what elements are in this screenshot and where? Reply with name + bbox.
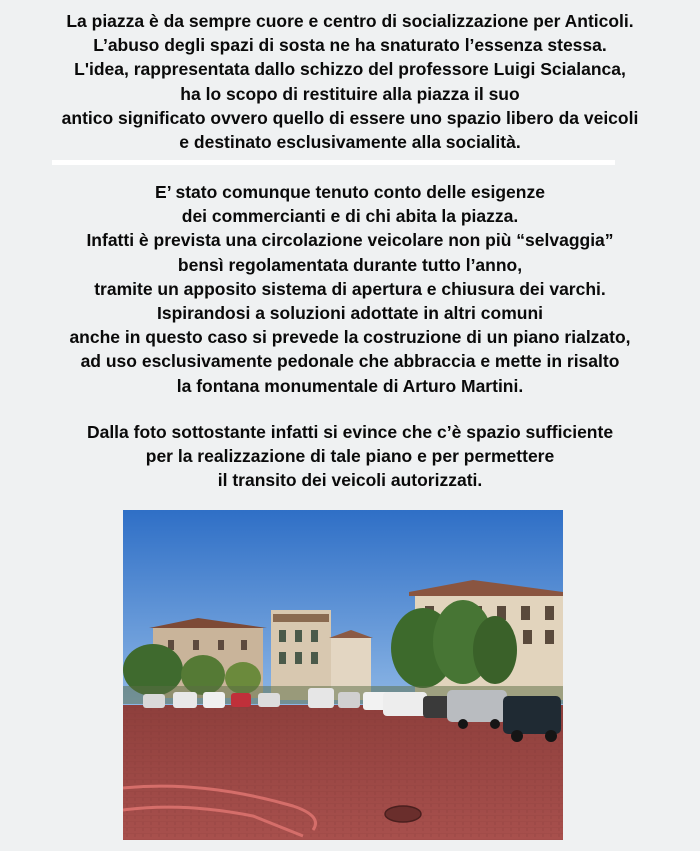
text-line: antico significato ovvero quello di essere uno spazio libero da veicoli bbox=[61, 107, 639, 128]
text-line: La piazza è da sempre cuore e centro di socializzazione per Anticoli. bbox=[66, 11, 634, 31]
text-line: Dalla foto sottostante infatti si evince che c’è spazio sufficiente bbox=[86, 422, 614, 442]
text-line: il transito dei veicoli autorizzati. bbox=[217, 470, 483, 491]
text-line: E’ stato comunque tenuto conto delle esigenze bbox=[155, 182, 545, 202]
text-line: Ispirandosi a soluzioni adottate in altri comuni bbox=[156, 303, 544, 324]
text-line: la fontana monumentale di Arturo Martini. bbox=[176, 375, 524, 396]
text-line: anche in questo caso si prevede la costruzione di un piano rialzato, bbox=[69, 327, 631, 348]
photo-caption-paragraph bbox=[0, 420, 700, 493]
project-paragraph bbox=[0, 180, 700, 398]
text-line: per la realizzazione di tale piano e per permettere bbox=[145, 446, 555, 467]
piazza-photo bbox=[123, 510, 563, 840]
text-line: Infatti è prevista una circolazione veicolare non più “selvaggia” bbox=[86, 230, 614, 251]
section-divider bbox=[52, 160, 615, 165]
text-line: L'idea, rappresentata dallo schizzo del professore Luigi Scialanca, bbox=[74, 59, 626, 80]
text-line: e destinato esclusivamente alla socialità. bbox=[179, 132, 521, 153]
text-line: bensì regolamentata durante tutto l’anno, bbox=[177, 254, 523, 275]
piazza-photo-illustration bbox=[123, 510, 563, 840]
text-line: tramite un apposito sistema di apertura e chiusura dei varchi. bbox=[94, 278, 606, 299]
manhole bbox=[385, 806, 421, 822]
text-line: dei commercianti e di chi abita la piazza. bbox=[181, 206, 519, 227]
text-line: ha lo scopo di restituire alla piazza il suo bbox=[180, 83, 520, 104]
text-line: L’abuso degli spazi di sosta ne ha snaturato l’essenza stessa. bbox=[93, 35, 607, 56]
text-line: ad uso esclusivamente pedonale che abbraccia e mette in risalto bbox=[80, 351, 620, 372]
intro-paragraph bbox=[0, 9, 700, 154]
